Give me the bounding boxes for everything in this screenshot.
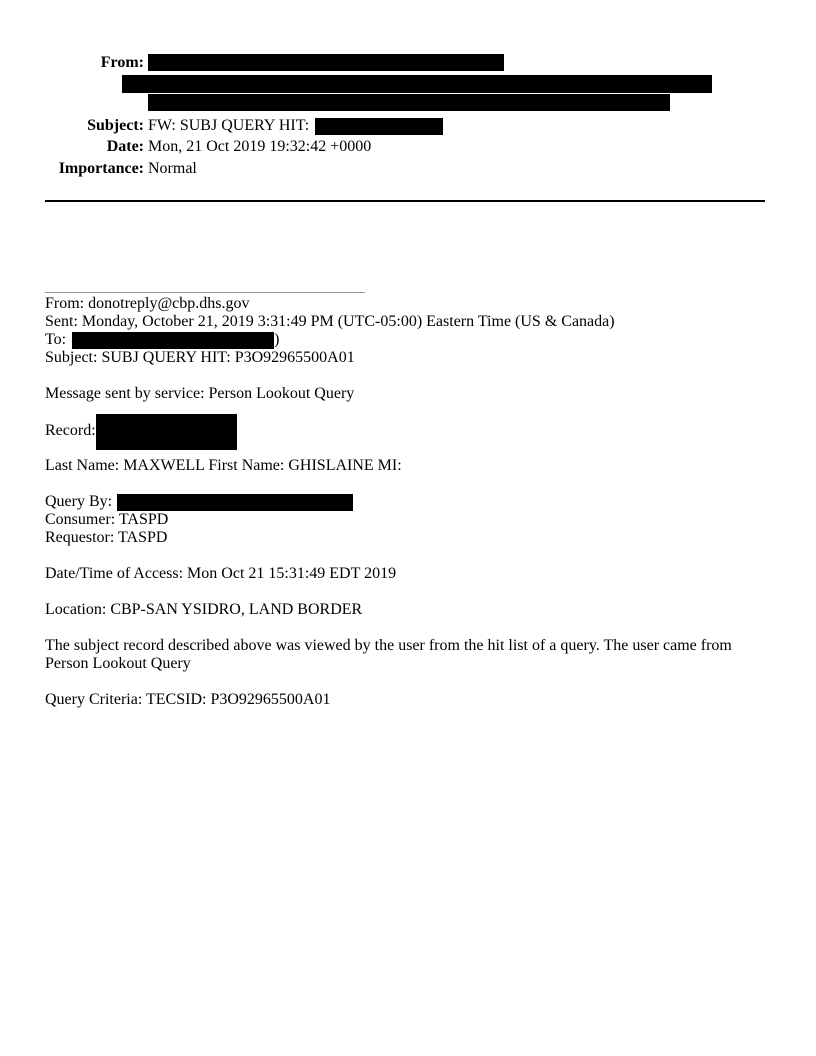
to-redaction: [72, 332, 274, 349]
date-value: Mon, 21 Oct 2019 19:32:42 +0000: [148, 138, 372, 155]
query-criteria-line: Query Criteria: TECSID: P3O92965500A01: [45, 691, 331, 708]
original-message-divider: [45, 292, 365, 293]
name-line: Last Name: MAXWELL First Name: GHISLAINE MI:: [45, 457, 402, 474]
importance-label: Importance:: [58, 160, 144, 177]
from-redaction-line3: [148, 94, 670, 111]
message-from: From: donotreply@cbp.dhs.gov: [45, 295, 250, 312]
message-to: [45, 331, 279, 349]
to-label: To:: [45, 331, 67, 348]
query-by-label: Query By:: [45, 493, 113, 510]
access-time-line: Date/Time of Access: Mon Oct 21 15:31:49 EDT 2019: [45, 565, 397, 582]
importance-value: Normal: [148, 160, 197, 177]
query-by: [45, 493, 353, 511]
to-suffix: ): [274, 331, 280, 348]
consumer-line: Consumer: TASPD: [45, 511, 169, 528]
location-line: Location: CBP-SAN YSIDRO, LAND BORDER: [45, 601, 363, 618]
subject-value: [148, 117, 443, 135]
record-label: Record:: [45, 422, 96, 439]
description-line-2: Person Lookout Query: [45, 655, 191, 672]
requestor-line: Requestor: TASPD: [45, 529, 168, 546]
query-by-redaction: [117, 494, 353, 511]
from-redaction: [148, 54, 504, 71]
from-redaction-line2: [122, 75, 712, 93]
subject-redaction: [315, 118, 443, 135]
message-subject: Subject: SUBJ QUERY HIT: P3O92965500A01: [45, 349, 355, 366]
from-label: From:: [100, 54, 144, 71]
subject-label: Subject:: [87, 117, 144, 134]
date-label: Date:: [106, 138, 144, 155]
subject-text: FW: SUBJ QUERY HIT:: [148, 117, 310, 134]
description-line-1: The subject record described above was viewed by the user from the hit list of a query. The user came from: [45, 637, 732, 654]
message-service: Message sent by service: Person Lookout Query: [45, 385, 355, 402]
header-divider: [45, 200, 765, 202]
record-redaction: [96, 414, 237, 450]
message-sent: Sent: Monday, October 21, 2019 3:31:49 PM (UTC-05:00) Eastern Time (US & Canada): [45, 313, 615, 330]
